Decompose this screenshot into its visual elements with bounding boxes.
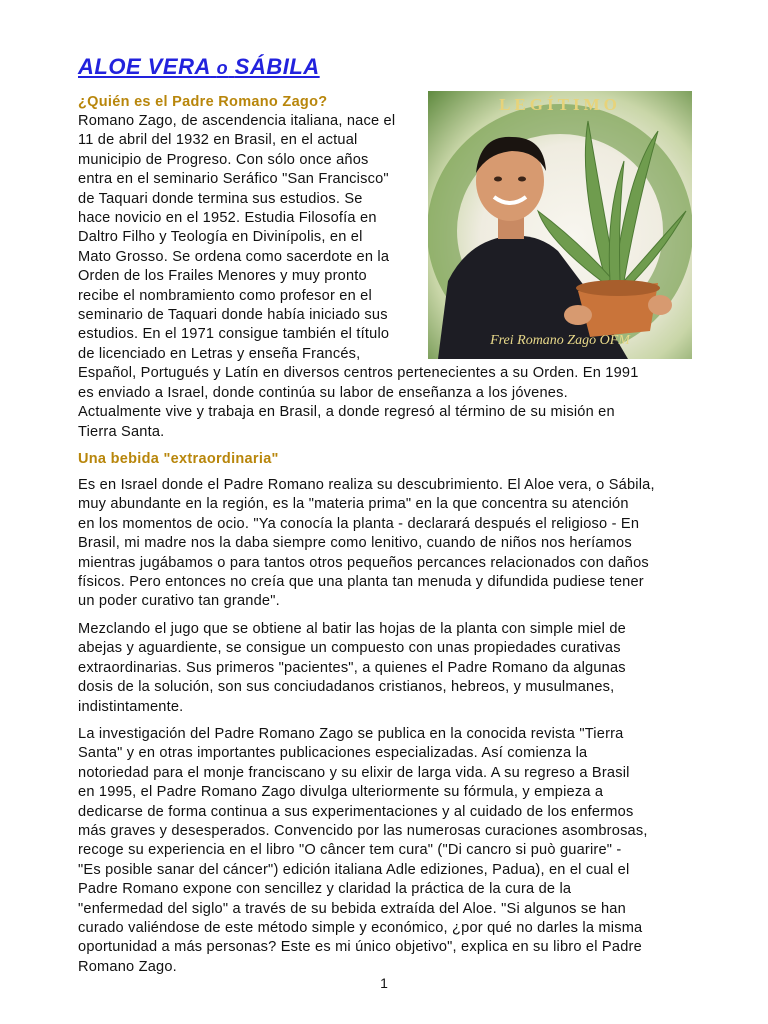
text-line: en los momentos de ocio. "Ya conocía la planta - declarará después el religioso - En	[78, 515, 640, 532]
text-line: Mato Grosso. Se ordena como sacerdote en la	[78, 248, 390, 265]
section2-heading: Una bebida "extraordinaria"	[78, 451, 279, 467]
photo-caption: Frei Romano Zago OFM	[490, 333, 630, 348]
text-line: mientras jugábamos o para tantos otros pequeños percances relacionados con daños	[78, 554, 649, 571]
page-number: 1	[380, 975, 388, 991]
text-line: en 1995, el Padre Romano Zago divulga ulteriormente su fórmula, y empieza a	[78, 784, 604, 801]
text-line: hace novicio en el 1952. Estudia Filosofía en	[78, 210, 377, 227]
text-line: Romano Zago.	[78, 958, 177, 975]
section2-paragraph-1	[78, 476, 655, 612]
text-line: curado valiéndose de este método simple y económico, ¿por qué no darles la misma	[78, 920, 643, 937]
text-line: Orden de los Frailes Menores y muy pronto	[78, 268, 367, 285]
page-title[interactable]	[78, 54, 320, 80]
text-line: Brasil, mi madre nos la daba siempre como lenitivo, cuando de niños nos heríamos	[78, 535, 632, 552]
text-line: indistintamente.	[78, 698, 184, 715]
section2-paragraph-3	[78, 725, 648, 977]
title-connector: o	[216, 58, 229, 78]
text-line: un poder curativo tan grande".	[78, 593, 280, 610]
text-line: Daltro Filho y Teología en Divinípolis, en el	[78, 229, 363, 246]
text-line: físicos. Pero entonces no creía que una planta tan menuda y difundida pudiese tener	[78, 574, 644, 591]
text-line: Tierra Santa.	[78, 423, 165, 440]
photo-banner: LEGÍTIMO	[499, 95, 621, 114]
title-rest: SÁBILA	[234, 54, 320, 79]
text-line: dosis de la solución, son sus conciudadanos cristianos, hebreos, y musulmanes,	[78, 679, 615, 696]
title-main: ALOE VERA	[78, 54, 211, 79]
text-line: municipio de Progreso. Con sólo once años	[78, 151, 369, 168]
text-line: La investigación del Padre Romano Zago se publica en la conocida revista "Tierra	[78, 726, 624, 742]
section2-paragraph-2	[78, 620, 626, 717]
section1-heading: ¿Quién es el Padre Romano Zago?	[78, 94, 328, 110]
text-line: entra en el seminario Seráfico "San Francisco"	[78, 171, 389, 188]
text-line: notoriedad para el monje franciscano y su elixir de larga vida. A su regreso a Brasil	[78, 764, 630, 781]
text-line: extraordinarias. Sus primeros "pacientes", a quienes el Padre Romano da algunas	[78, 659, 626, 676]
text-line: Mezclando el jugo que se obtiene al batir las hojas de la planta con simple miel de	[78, 621, 626, 637]
text-line: "Es posible sanar del cáncer") edición italiana Adle ediziones, Padua), en el cual el	[78, 861, 630, 878]
text-line: seminario de Taquari donde había iniciado sus	[78, 307, 388, 324]
text-line: Padre Romano expone con sencillez y claridad la práctica de la cura de la	[78, 881, 572, 898]
text-line: más graves y desesperados. Convencido por las numerosas curaciones asombrosas,	[78, 823, 648, 840]
text-line: abejas y aguardiente, se consigue un compuesto con unas propiedades curativas	[78, 640, 621, 657]
text-line: "enfermedad del siglo" a través de su bebida extraída del Aloe. "Si algunos se han	[78, 900, 626, 917]
text-line: Santa" y en otras importantes publicaciones especializadas. Así comienza la	[78, 745, 588, 762]
text-line: es enviado a Israel, donde continúa su labor de enseñanza a los jóvenes.	[78, 384, 568, 401]
text-line: estudios. En el 1971 consigue también el título	[78, 326, 390, 343]
text-line: Es en Israel donde el Padre Romano realiza su descubrimiento. El Aloe vera, o Sábila,	[78, 477, 655, 493]
text-line: de licenciado en Letras y enseña Francés,	[78, 345, 361, 362]
text-line: recibe el nombramiento como profesor en el	[78, 287, 372, 304]
text-line: 11 de abril del 1932 en Brasil, en el actual	[78, 132, 358, 149]
text-line: oportunidad a más personas? Este es mi único objetivo", explica en su libro el Padre	[78, 939, 642, 956]
text-line: recoge su experiencia en el libro "O câncer tem cura" ("Di cancro si può guarire" -	[78, 842, 622, 859]
text-line: muy abundante en la región, es la "materia prima" en la que concentra su atención	[78, 496, 629, 513]
text-line: Español, Portugués y Latín en diversos centros pertenecientes a su Orden. En 1991	[78, 365, 639, 382]
section1-paragraph	[78, 112, 639, 442]
text-line: de Taquari donde termina sus estudios. Se	[78, 190, 363, 207]
text-line: dedicarse de forma continua a sus experimentaciones y al cuidado de los enfermos	[78, 803, 634, 820]
text-line: Actualmente vive y trabaja en Brasil, a donde regresó al término de su misión en	[78, 404, 615, 421]
text-line: Romano Zago, de ascendencia italiana, nace el	[78, 113, 396, 129]
